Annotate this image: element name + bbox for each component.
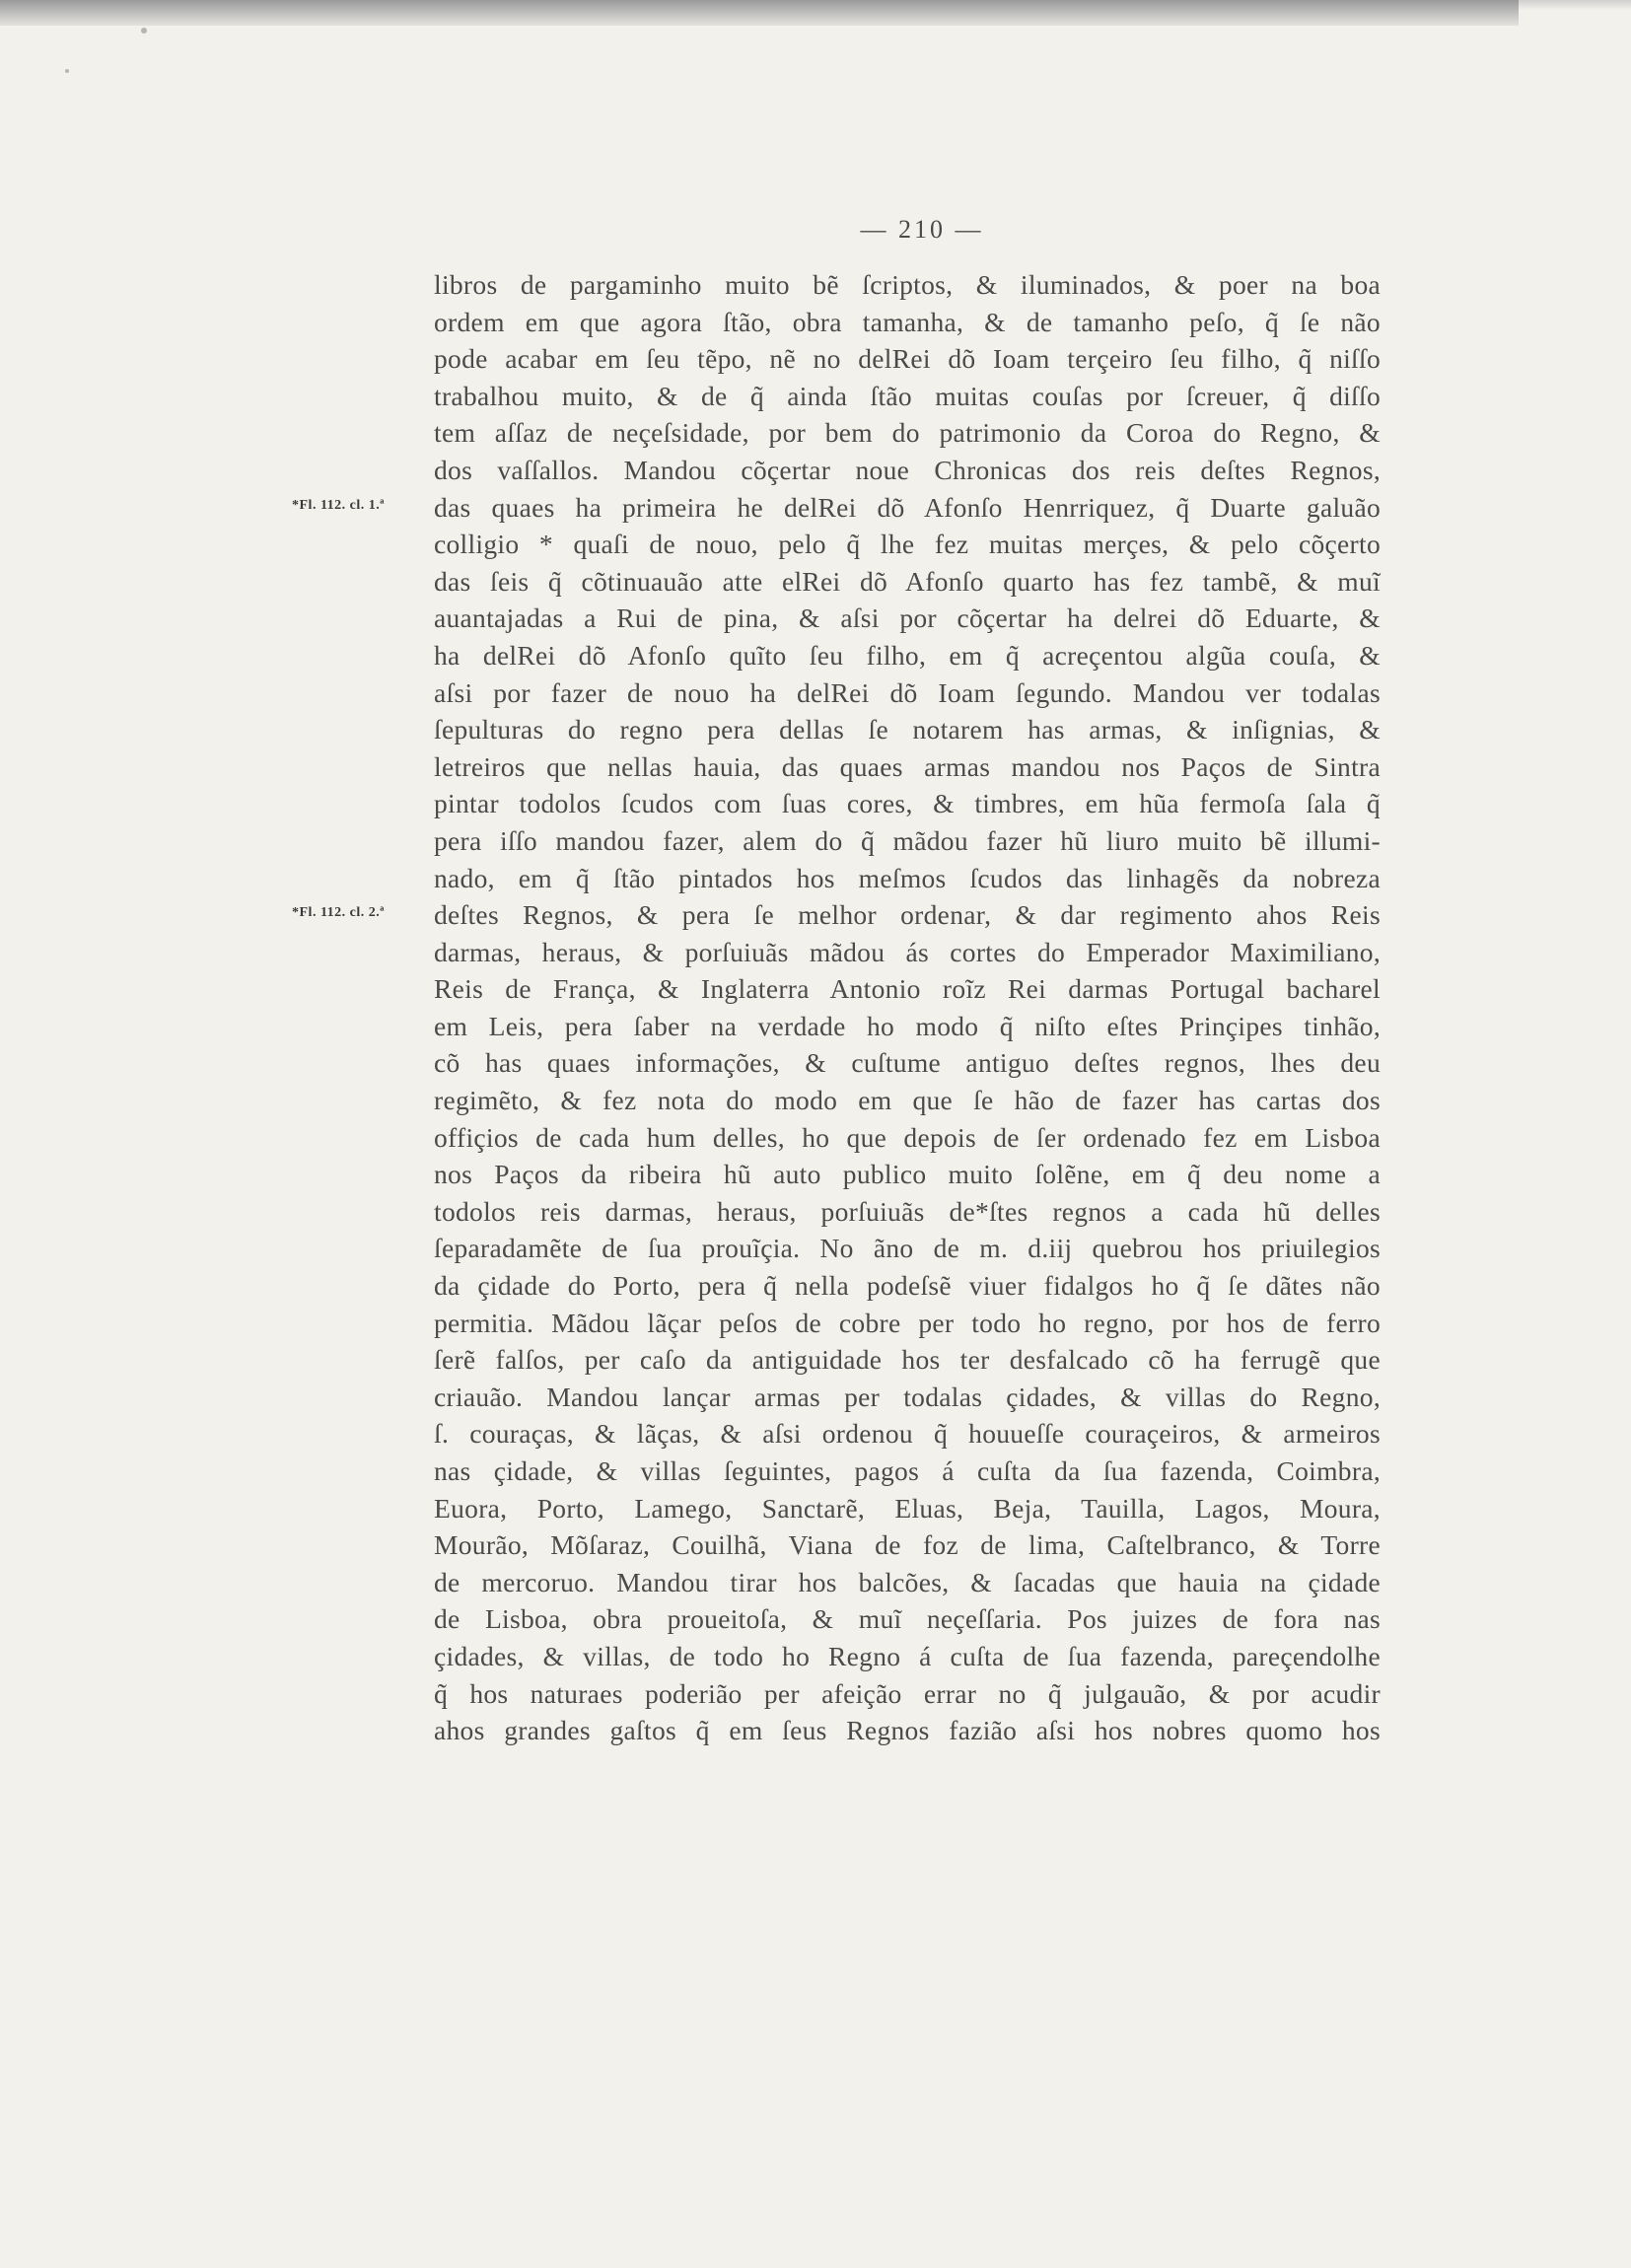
text-line: çidades, & villas, de todo ho Regno á cuſta de ſua fazenda, pareçendolhe bbox=[434, 1640, 1381, 1671]
text-line: Reis de França, & Inglaterra Antonio roĩz Rei darmas Portugal bacharel bbox=[434, 973, 1381, 1005]
text-line: dos vaſſallos. Mandou cõçertar noue Chronicas dos reis deſtes Regnos, bbox=[434, 454, 1381, 485]
text-line: letreiros que nellas hauia, das quaes armas mandou nos Paços de Sintra bbox=[434, 750, 1381, 782]
text-line: aſsi por fazer de nouo ha delRei dõ Ioam ſegundo. Mandou ver todalas bbox=[434, 676, 1381, 708]
page-number: — 210 — bbox=[860, 215, 984, 244]
text-line: ſeparadamẽte de ſua prouĩçia. No ãno de m. d.iij quebrou hos priuilegios bbox=[434, 1233, 1381, 1264]
text-line: colligio * quaſi de nouo, pelo q̃ lhe fez muitas merçes, & pelo cõçerto bbox=[434, 529, 1381, 560]
scan-speck bbox=[65, 69, 69, 73]
text-line: pode acabar em ſeu tẽpo, nẽ no delRei dõ Ioam terçeiro ſeu filho, q̃ niſſo bbox=[434, 343, 1381, 375]
text-line: da çidade do Porto, pera q̃ nella podeſsẽ viuer fidalgos ho q̃ ſe dãtes não bbox=[434, 1270, 1381, 1302]
text-line: trabalhou muito, & de q̃ ainda ſtão muitas couſas por ſcreuer, q̃ diſſo bbox=[434, 380, 1381, 411]
text-line: ordem em que agora ſtão, obra tamanha, & de tamanho peſo, q̃ ſe não bbox=[434, 306, 1381, 337]
text-line: pintar todolos ſcudos com ſuas cores, & timbres, em hũa fermoſa ſala q̃ bbox=[434, 788, 1381, 819]
text-line: darmas, heraus, & porſuiuãs mãdou ás cortes do Emperador Maximiliano, bbox=[434, 936, 1381, 967]
text-line: nos Paços da ribeira hũ auto publico muito ſolẽne, em q̃ deu nome a bbox=[434, 1159, 1381, 1190]
text-line: tem aſſaz de neçeſsidade, por bem do patrimonio da Coroa do Regno, & bbox=[434, 417, 1381, 449]
text-line: nas çidade, & villas ſeguintes, pagos á cuſta da ſua fazenda, Coimbra, bbox=[434, 1455, 1381, 1486]
body-text bbox=[434, 266, 1381, 1749]
text-line: pera iſſo mandou fazer, alem do q̃ mãdou fazer hũ liuro muito bẽ illumi- bbox=[434, 824, 1381, 856]
text-line: em Leis, pera ſaber na verdade ho modo q̃ niſto eſtes Prinçipes tinhão, bbox=[434, 1010, 1381, 1041]
text-line: Euora, Porto, Lamego, Sanctarẽ, Eluas, Beja, Tauilla, Lagos, Moura, bbox=[434, 1492, 1381, 1524]
scan-top-shadow bbox=[0, 0, 1519, 26]
text-line: ſ. couraças, & lãças, & aſsi ordenou q̃ houueſſe couraçeiros, & armeiros bbox=[434, 1418, 1381, 1450]
text-line: permitia. Mãdou lãçar peſos de cobre per todo ho regno, por hos de ferro bbox=[434, 1307, 1381, 1338]
text-line: todolos reis darmas, heraus, porſuiuãs de*ſtes regnos a cada hũ delles bbox=[434, 1195, 1381, 1227]
text-line: Mourão, Mõſaraz, Couilhã, Viana de foz de lima, Caſtelbranco, & Torre bbox=[434, 1529, 1381, 1561]
text-line: q̃ hos naturaes poderião per afeição errar no q̃ julgauão, & por acudir bbox=[434, 1677, 1381, 1709]
text-line: de Lisboa, obra proueitoſa, & muĩ neçeſſaria. Pos juizes de fora nas bbox=[434, 1603, 1381, 1635]
text-line: das quaes ha primeira he delRei dõ Afonſo Henrriquez, q̃ Duarte galuão bbox=[434, 491, 1381, 523]
text-line: auantajadas a Rui de pina, & aſsi por cõçertar ha delrei dõ Eduarte, & bbox=[434, 602, 1381, 634]
scan-top-shadow-edge bbox=[1519, 0, 1631, 10]
text-line: das ſeis q̃ cõtinuauão atte elRei dõ Afonſo quarto has fez tambẽ, & muĩ bbox=[434, 565, 1381, 597]
marginal-note: *Fl. 112. cl. 1.ª bbox=[292, 497, 385, 513]
marginal-note: *Fl. 112. cl. 2.ª bbox=[292, 905, 385, 921]
text-line: offiçios de cada hum delles, ho que depois de ſer ordenado fez em Lisboa bbox=[434, 1121, 1381, 1153]
text-line: deſtes Regnos, & pera ſe melhor ordenar, & dar regimento ahos Reis bbox=[434, 899, 1381, 931]
scan-speck bbox=[141, 28, 147, 34]
text-line: ſerẽ falſos, per caſo da antiguidade hos ter desfalcado cõ ha ferrugẽ que bbox=[434, 1344, 1381, 1376]
text-line: criauão. Mandou lançar armas per todalas çidades, & villas do Regno, bbox=[434, 1381, 1381, 1412]
text-line: de mercoruo. Mandou tirar hos balcões, & ſacadas que hauia na çidade bbox=[434, 1566, 1381, 1597]
text-line: regimẽto, & fez nota do modo em que ſe hão de fazer has cartas dos bbox=[434, 1085, 1381, 1116]
text-line: cõ has quaes informações, & cuſtume antiguo deſtes regnos, lhes deu bbox=[434, 1047, 1381, 1079]
text-line: nado, em q̃ ſtão pintados hos meſmos ſcudos das linhagẽs da nobreza bbox=[434, 862, 1381, 893]
text-line: ſepulturas do regno pera dellas ſe notarem has armas, & inſignias, & bbox=[434, 714, 1381, 745]
text-line: ha delRei dõ Afonſo quĩto ſeu filho, em q̃ acreçentou algũa couſa, & bbox=[434, 639, 1381, 671]
text-line: libros de pargaminho muito bẽ ſcriptos, & iluminados, & poer na boa bbox=[434, 269, 1381, 300]
text-line: ahos grandes gaſtos q̃ em ſeus Regnos fazião aſsi hos nobres quomo hos bbox=[434, 1715, 1381, 1746]
